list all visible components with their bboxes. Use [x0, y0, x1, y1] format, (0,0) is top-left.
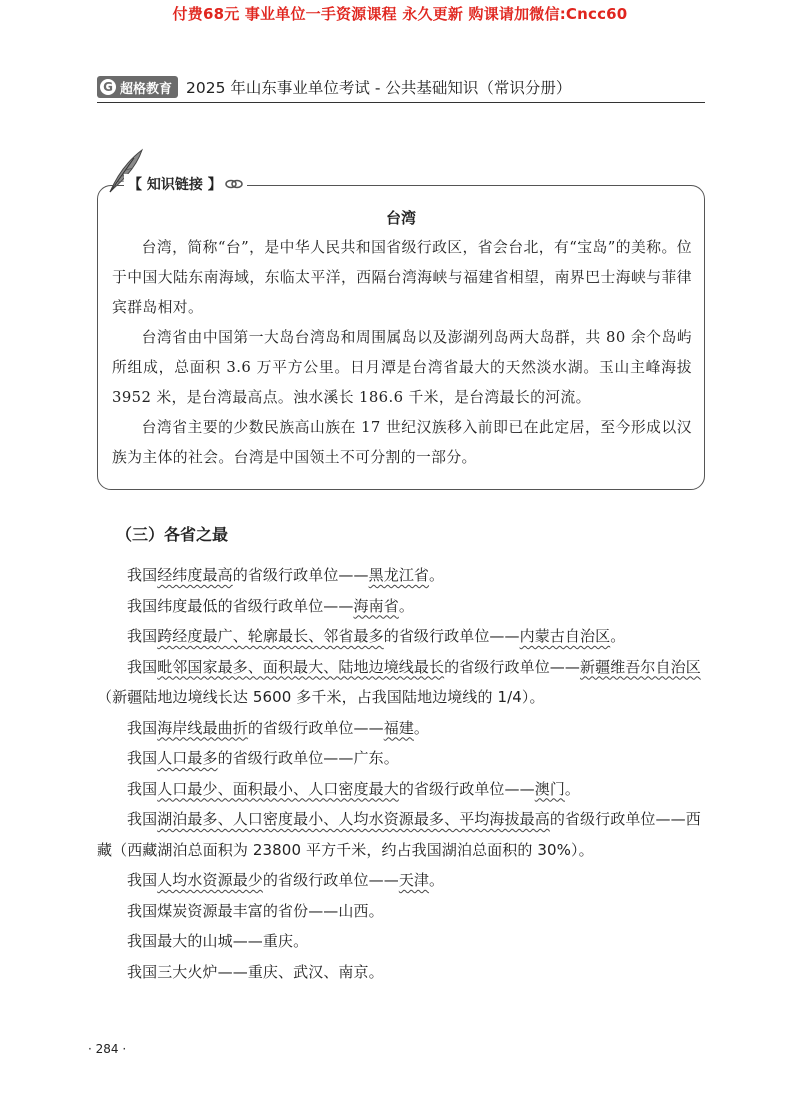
- answer-text: 山西: [338, 901, 369, 920]
- answer-text: 西藏: [97, 810, 701, 859]
- highlight-text: 人均水资源最少: [157, 871, 263, 889]
- answer-text: 福建: [383, 718, 414, 737]
- answer-text: 重庆、武汉、南京: [247, 962, 369, 981]
- box-paragraph: 台湾，简称“台”，是中华人民共和国省级行政区，省会台北，有“宝岛”的美称。位于中国大陆东南海域，东临太平洋，西隔台湾海峡与福建省相望，南界巴士海峡与菲律宾群岛相对。: [112, 239, 692, 316]
- header-divider: [97, 102, 705, 103]
- page-number: · 284 ·: [88, 1042, 127, 1056]
- answer-text: 天津: [398, 871, 430, 889]
- fact-item: 我国毗邻国家最多、面积最大、陆地边境线最长的省级行政单位——新疆维吾尔自治区（新疆陆地边境线长达 5600 多千米，占我国陆地边境线的 1/4）。: [97, 657, 701, 706]
- fact-item: 我国纬度最低的省级行政单位——海南省。: [127, 596, 414, 615]
- chain-link-icon: [225, 178, 243, 190]
- section-title: （三）各省之最: [116, 525, 229, 544]
- logo-g-icon: G: [100, 79, 116, 95]
- fact-item: 我国三大火炉——重庆、武汉、南京。: [127, 962, 384, 981]
- answer-text: 海南省: [353, 596, 399, 615]
- fact-item: 我国跨经度最广、轮廓最长、邻省最多的省级行政单位——内蒙古自治区。: [127, 627, 626, 645]
- highlight-text: 海岸线最曲折: [157, 718, 248, 737]
- highlight-text: 毗邻国家最多、面积最大、陆地边境线最长: [157, 657, 445, 676]
- page-header: [97, 74, 571, 100]
- header-title: 2025 年山东事业单位考试 - 公共基础知识（常识分册）: [186, 79, 572, 97]
- answer-text: 黑龙江省: [368, 566, 430, 584]
- fact-item: 我国人口最多的省级行政单位——广东。: [127, 749, 399, 767]
- box-body: [112, 233, 692, 473]
- box-paragraph: 台湾省由中国第一大岛台湾岛和周围属岛以及澎湖列岛两大岛群，共 80 余个岛屿所组成，总面积 3.6 万平方公里。日月潭是台湾省最大的天然淡水湖。玉山主峰海拔 3952 米，是台湾最高点。浊水溪长 186.6 千米，是台湾最长的河流。: [112, 329, 692, 406]
- highlight-text: 人口最少、面积最小、人口密度最大: [157, 779, 399, 798]
- highlight-text: 人口最多: [157, 749, 218, 767]
- box-tag-label: 【 知识链接 】: [128, 177, 222, 193]
- fact-item: 我国最大的山城——重庆。: [127, 932, 309, 950]
- box-title: 台湾: [385, 209, 416, 227]
- answer-text: 重庆: [262, 932, 294, 950]
- highlight-text: 经纬度最高: [157, 566, 233, 584]
- fact-item: 我国湖泊最多、人口密度最小、人均水资源最多、平均海拔最高的省级行政单位——西藏（西藏湖泊总面积为 23800 平方千米，约占我国湖泊总面积的 30%）。: [97, 810, 701, 859]
- highlight-text: 跨经度最广、轮廓最长、邻省最多: [157, 627, 384, 645]
- answer-text: 内蒙古自治区: [519, 627, 611, 645]
- fact-item: 我国人口最少、面积最小、人口密度最大的省级行政单位——澳门。: [127, 779, 581, 798]
- fact-item: 我国人均水资源最少的省级行政单位——天津。: [127, 871, 445, 889]
- knowledge-link-tag: [124, 174, 247, 194]
- answer-text: 广东: [353, 749, 384, 767]
- top-banner: 付费68元 事业单位一手资源课程 永久更新 购课请加微信:Cncc60: [172, 5, 628, 23]
- logo-text: 超格教育: [120, 81, 173, 97]
- publisher-logo: [97, 76, 178, 98]
- fact-item: 我国煤炭资源最丰富的省份——山西。: [127, 901, 384, 920]
- answer-text: 新疆维吾尔自治区: [580, 657, 701, 676]
- answer-text: 澳门: [534, 779, 565, 798]
- box-paragraph: 台湾省主要的少数民族高山族在 17 世纪汉族移入前即已在此定居，至今形成以汉族为主体的社会。台湾是中国领土不可分割的一部分。: [112, 419, 692, 466]
- fact-item: 我国经纬度最高的省级行政单位——黑龙江省。: [127, 566, 445, 584]
- fact-item: 我国海岸线最曲折的省级行政单位——福建。: [127, 718, 430, 737]
- highlight-text: 湖泊最多、人口密度最小、人均水资源最多、平均海拔最高: [157, 810, 550, 828]
- facts-list: [97, 560, 713, 987]
